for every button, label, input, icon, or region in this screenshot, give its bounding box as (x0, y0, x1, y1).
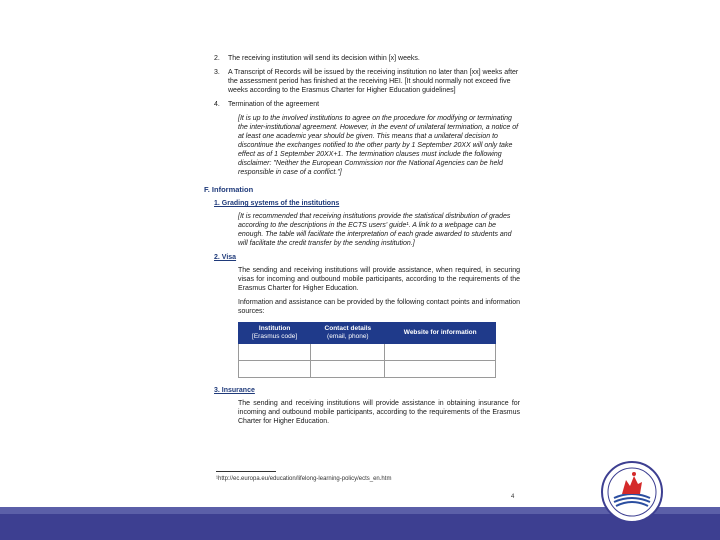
table-cell (239, 361, 311, 378)
university-seal-icon (600, 460, 664, 524)
header-sublabel: (email, phone) (327, 333, 369, 340)
contact-table (238, 322, 496, 378)
grading-note: [It is recommended that receiving institutions provide the statistical distribution of grades according to the descriptions in the ECTS users' guide¹. A link to a webpage can be enough. The table will facilitate the interpretation of each grade awarded to students and will facilitate the credit transfer by the sending institution.] (238, 213, 512, 247)
item-number: 3. (214, 69, 220, 76)
table-row (239, 361, 496, 378)
item-text: A Transcript of Records will be issued by the receiving institution no later than [xx] weeks after the assessment period has finished at the receiving HEI. [It should normally not exceed five weeks according to the Erasmus Charter for Higher Education guidelines] (228, 69, 519, 94)
table-row (239, 344, 496, 361)
footnote: ¹http://ec.europa.eu/education/lifelong-learning-policy/ects_en.htm (216, 476, 392, 482)
table-cell (385, 344, 496, 361)
termination-note: [It is up to the involved institutions to agree on the procedure for modifying or terminating the inter-institutional agreement. However, in the event of unilateral termination, a notice of at least one academic year should be given. This means that a unilateral decision to discontinue the exchanges notified to the other party by 1 September 20XX will only take effect as of 1 September 20XX+1. The termination clauses must include the following disclaimer: "Neither the European Commission nor the National Agencies can be held responsible in case of a conflict."] (238, 115, 519, 176)
table-cell (385, 361, 496, 378)
footnote-divider (216, 471, 276, 472)
header-label: Website for information (403, 329, 477, 336)
table-header (385, 323, 496, 344)
table-cell (311, 344, 385, 361)
table-header (311, 323, 385, 344)
list-item (214, 68, 520, 95)
subsection-title: 2. Visa (214, 254, 237, 261)
section-heading: F. Information (204, 185, 254, 194)
header-sublabel: [Erasmus code] (252, 333, 298, 340)
page-number: 4 (511, 494, 515, 500)
item-number: 4. (214, 101, 220, 108)
table-cell (239, 344, 311, 361)
table-cell (311, 361, 385, 378)
list-item (214, 100, 520, 109)
header-label: Institution (258, 325, 291, 332)
document-body (204, 54, 520, 431)
list-item (214, 54, 520, 63)
header-label: Contact details (324, 325, 372, 332)
insurance-text: The sending and receiving institutions will provide assistance in obtaining insurance for incoming and outbound mobile participants, according to the requirements of the Erasmus Charter for Higher Education. (238, 400, 520, 425)
subsection-title: 1. Grading systems of the institutions (214, 200, 340, 207)
visa-text: The sending and receiving institutions will provide assistance, when required, in securing visas for incoming and outbound mobile participants, according to the requirements of the Erasmus Charter for Higher Education. (238, 267, 520, 292)
table-header (239, 323, 311, 344)
subsection-title: 3. Insurance (214, 387, 255, 394)
item-text: Termination of the agreement (228, 101, 320, 108)
visa-text-2: Information and assistance can be provided by the following contact points and information sources: (238, 299, 520, 315)
item-text: The receiving institution will send its decision within [x] weeks. (228, 55, 420, 62)
table-header-row (239, 323, 496, 344)
item-number: 2. (214, 55, 220, 62)
